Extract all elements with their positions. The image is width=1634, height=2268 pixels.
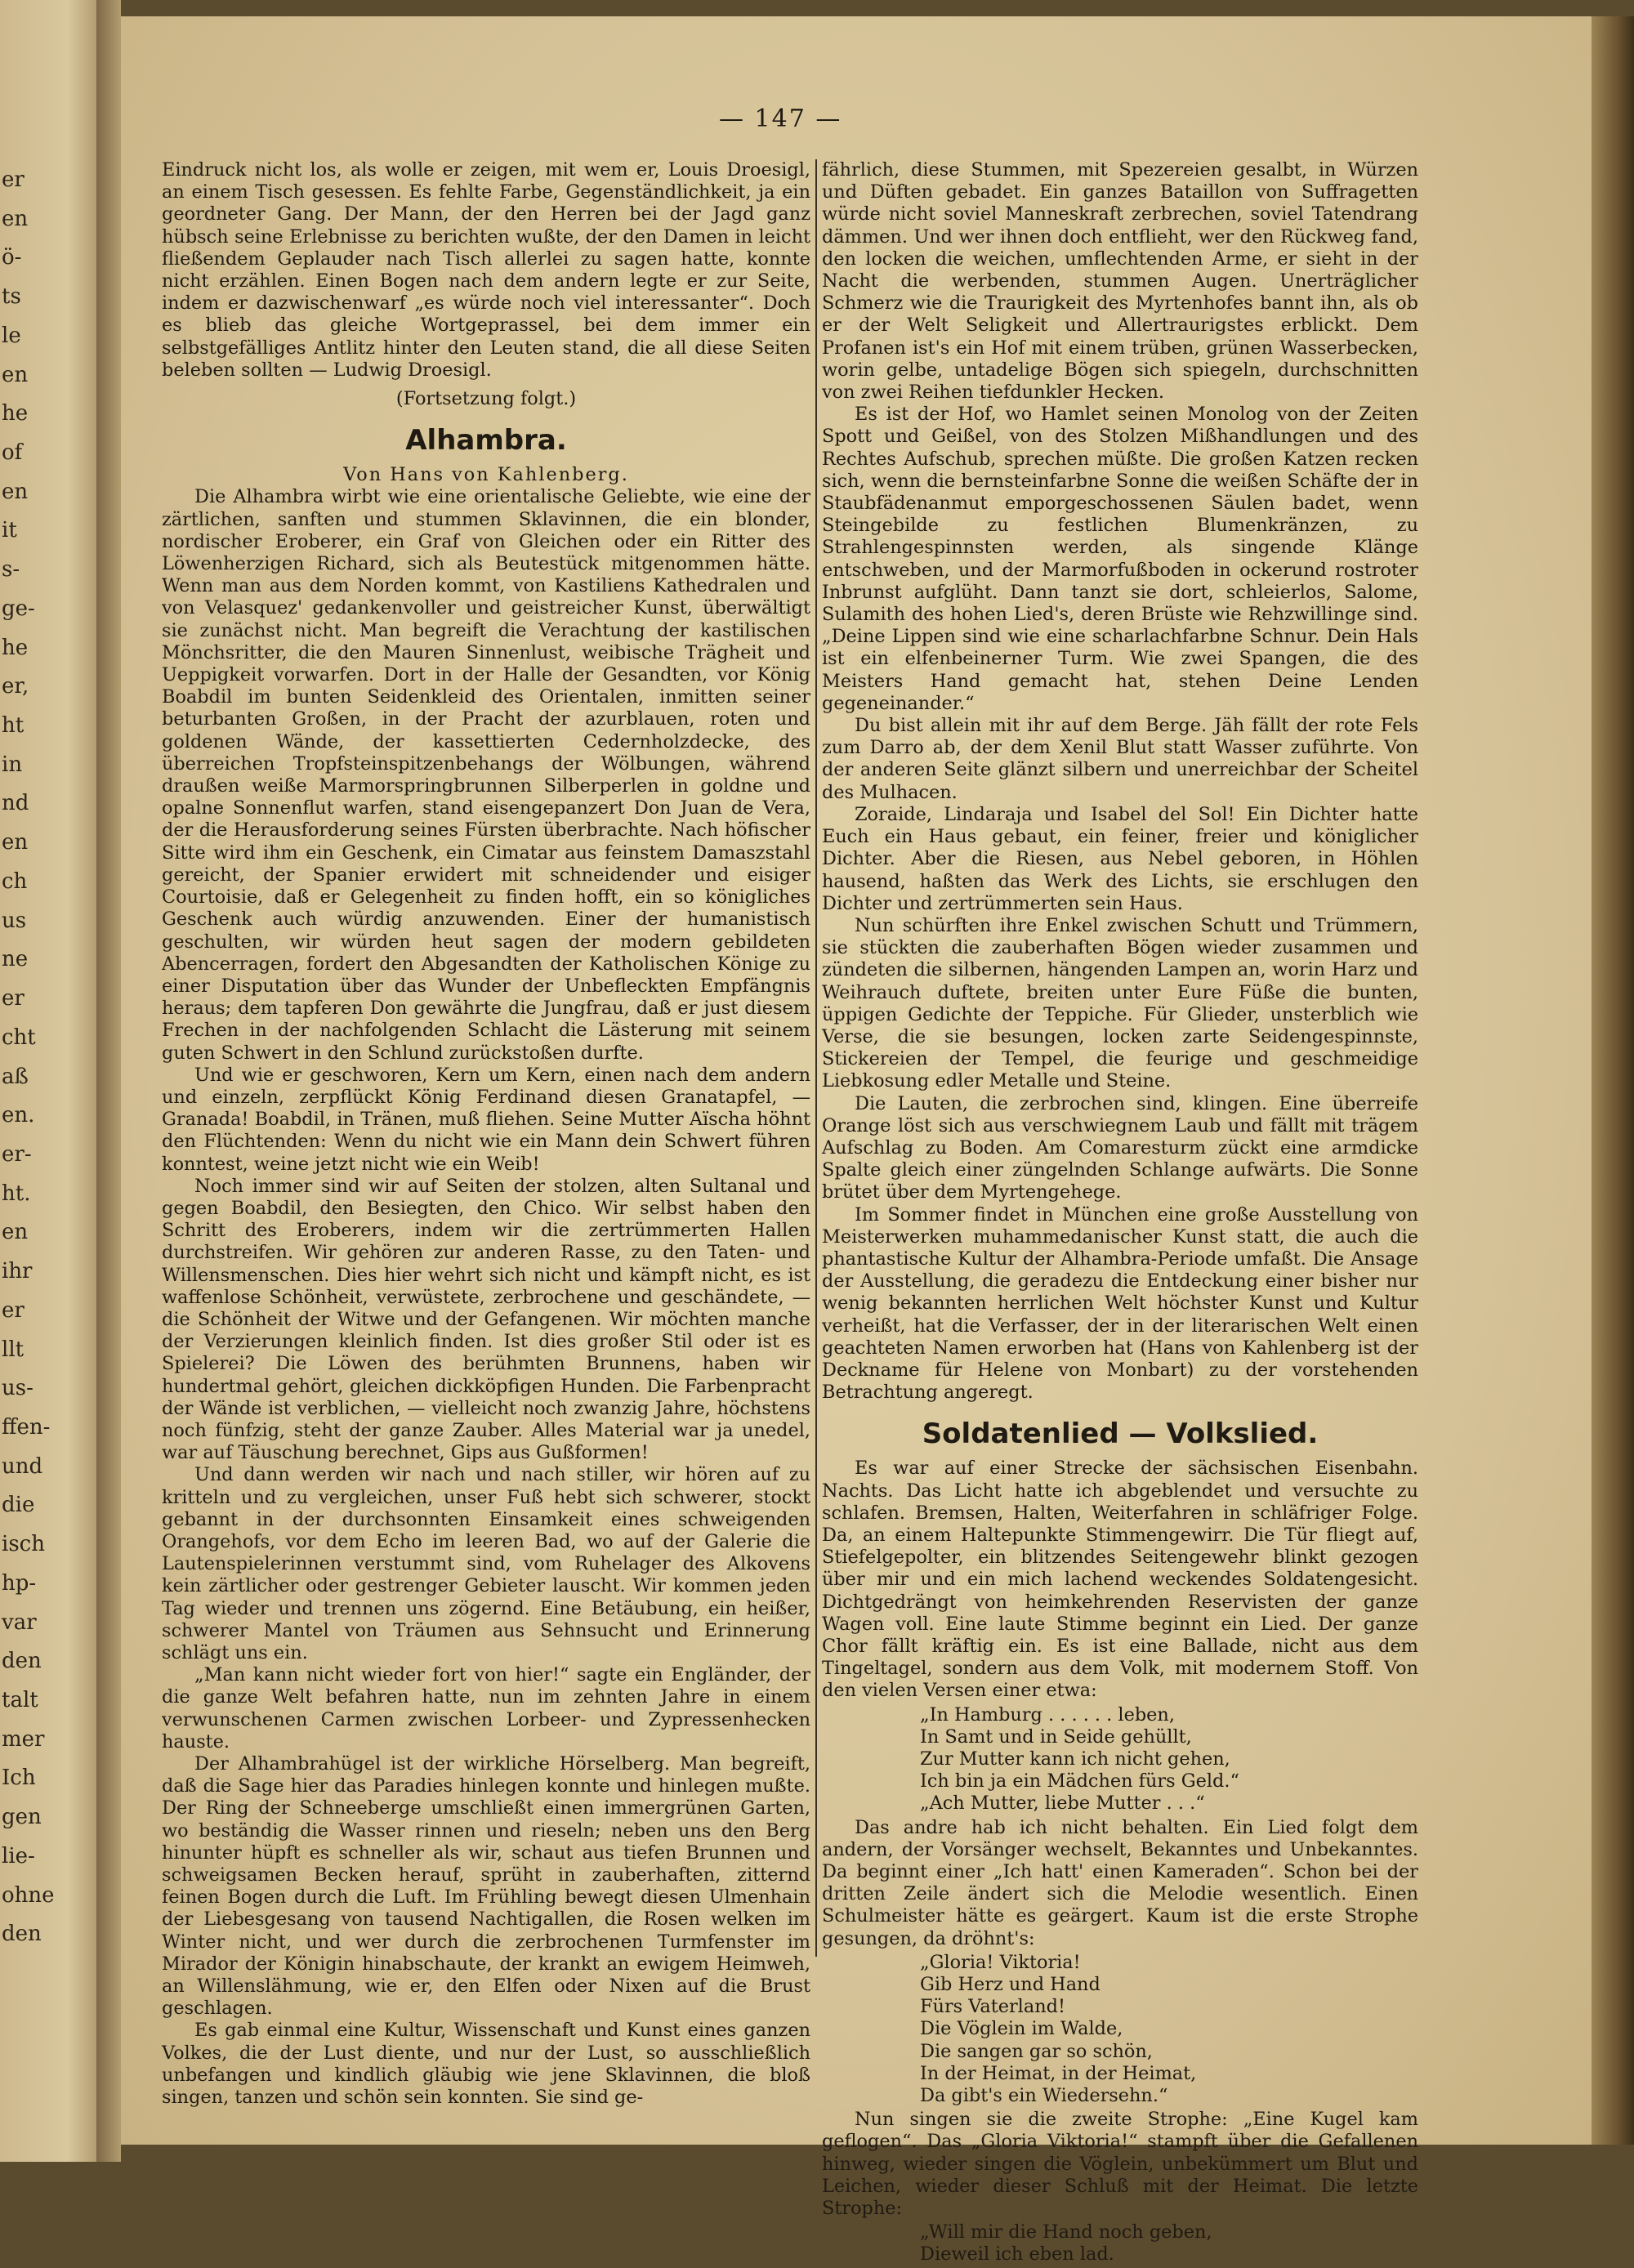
verse-line: „Will mir die Hand noch geben, (920, 2221, 1212, 2243)
facing-page-fragment: die (2, 1493, 35, 1517)
facing-page-edge (0, 0, 96, 2162)
verse-block (920, 1952, 1418, 2107)
verse-block (920, 2221, 1418, 2266)
verse-line: Gib Herz und Hand (920, 1974, 1100, 1996)
article-byline: Von Hans von Kahlenberg. (343, 464, 629, 486)
verse-line: Da gibt's ein Wiedersehn.“ (920, 2085, 1168, 2107)
facing-page-fragment: mer (2, 1727, 45, 1752)
facing-page-fragment: en (2, 830, 29, 855)
paragraph: Der Alhambrahügel ist der wirkliche Hörselberg. Man begreift, daß die Sage hier das Paradies hinlegen konnte und hinlegen mußte. Der Ring der Schneeberge umschließt einen immergrünen Garten, wo beständig die Wasser rinnen und rieseln; neben uns den Berg hinunter hüpft es schneller als wir, schaut aus tiefen Brunnen und schweigsamen Becken herauf, sprüht in zauberhaften, zitternd feinen Bogen durch die Luft. Im Frühling bewegt diesen Ulmenhain der Liebesgesang von tausend Nachtigallen, die Rosen welken im Winter nicht, und wer durch die zerbrochenen Turmfenster im Mirador der Königin hinabschaute, der krankt an ewigem Heimweh, an Willenslähmung, wie er, den Elfen oder Nixen auf die Brust geschlagen. (162, 1753, 810, 2020)
facing-page-fragment: ts (2, 284, 21, 309)
facing-page-fragment: ohne (2, 1883, 55, 1908)
verse-line: „Gloria! Viktoria! (920, 1951, 1081, 1973)
verse-line: Ich bin ja ein Mädchen fürs Geld.“ (920, 1770, 1239, 1793)
facing-page-fragment: er (2, 167, 25, 192)
paragraph: Im Sommer findet in München eine große Ausstellung von Meisterwerken muhammedanischer Kunst statt, die auch die phantastische Kultur der Alhambra-Periode umfaßt. Die Ansage der Ausstellung, die geradezu die Entdeckung einer bisher nur wenig bekannten herrlichen Welt höchster Kunst und Kultur verheißt, hat die Verfasser, der in der literarischen Welt einen geachteten Namen erworben hat (Hans von Kahlenberg ist der Deckname für Helene von Monbart) zu der vorstehenden Betrachtung angeregt. (822, 1203, 1418, 1404)
facing-page-fragment: er- (2, 1142, 32, 1167)
facing-page-fragment: talt (2, 1688, 38, 1712)
paragraph: Zoraide, Lindaraja und Isabel del Sol! Ein Dichter hatte Euch ein Haus gebaut, ein feiner, freier und königlicher Dichter. Aber die Riesen, aus Nebel geboren, in Höhlen hausend, haßten das Werk des Lichts, sie erschlugen den Dichter und zertrümmerten sein Haus. (822, 803, 1418, 914)
facing-page-fragment: he (2, 636, 29, 660)
article-title-alhambra: Alhambra. (405, 424, 567, 458)
facing-page-fragment: var (2, 1610, 37, 1635)
facing-page-fragment: ht (2, 713, 25, 738)
paragraph: „Man kann nicht wieder fort von hier!“ sagte ein Engländer, der die ganze Welt befahren hatte, nun im zehnten Jahre in einem verwunschenen Carmen zwischen Lorbeer- und Zypressenhecken hauste. (162, 1664, 810, 1752)
paragraph: Es gab einmal eine Kultur, Wissenschaft und Kunst eines ganzen Volkes, die der Lust diente, und nur der Lust, so ausschließlich unbefangen und kindlich gläubig wie jene Sklavinnen, die bloß singen, tanzen und schön sein konnten. Sie sind ge- (162, 2020, 810, 2109)
verse-line: Fürs Vaterland! (920, 1996, 1065, 2018)
facing-page-fragment: le (2, 324, 21, 348)
facing-page-fragment: us (2, 909, 27, 933)
paragraph: Nun singen sie die zweite Strophe: „Eine Kugel kam geflogen“. Das „Gloria Viktoria!“ stampft über die Gefallenen hinweg, wieder singen die Vöglein, unbekümmert um Blut und Leichen, wieder dieser Schluß mit der Heimat. Die letzte Strophe: (822, 2109, 1418, 2220)
verse-line: „In Hamburg . . . . . . leben, (920, 1703, 1175, 1726)
facing-page-fragment: en (2, 1220, 29, 1244)
facing-page-fragment: in (2, 752, 23, 777)
facing-page-fragment: den (2, 1649, 42, 1673)
facing-page-fragment: ö- (2, 245, 22, 270)
facing-page-fragment: gen (2, 1805, 42, 1829)
facing-page-fragment: lie- (2, 1844, 35, 1868)
verse-line: In der Heimat, in der Heimat, (920, 2062, 1197, 2084)
facing-page-fragment: en (2, 207, 29, 231)
article-title-soldatenlied: Soldatenlied — Volkslied. (922, 1418, 1319, 1451)
paragraph: fährlich, diese Stummen, mit Spezereien gesalbt, in Würzen und Düften gebadet. Ein ganzes Bataillon von Suffragetten würde nicht soviel Manneskraft zerbrechen, soviel Tatendrang dämmen. Und wer ihnen doch entflieht, wer den Rückweg fand, den locken die weichen, umflechtenden Arme, er sieht in der Nacht die werbenden, stummen Augen. Unerträglicher Schmerz wie die Traurigkeit des Myrtenhofes bannt ihn, als ob er der Welt Seligkeit und Allertraurigstes erblickt. Dem Profanen ist's ein Hof mit einem trüben, grünen Wasserbecken, worin gelbe, untadelige Bögen sich spiegeln, durchschnitten von zwei Reihen tiefdunkler Hecken. (822, 159, 1418, 404)
facing-page-fragment: he (2, 401, 29, 426)
facing-page-fragment: isch (2, 1532, 45, 1556)
verse-line: In Samt und in Seide gehüllt, (920, 1726, 1192, 1748)
left-column (162, 159, 810, 2109)
facing-page-fragment: ihr (2, 1259, 33, 1284)
facing-page-fragment: er (2, 1298, 25, 1323)
facing-page-fragment: of (2, 440, 23, 465)
paragraph: Die Alhambra wirbt wie eine orientalische Geliebte, wie eine der zärtlichen, sanften und stummen Sklavinnen, die ein blonder, nordischer Eroberer, ein Graf von Gleichen oder ein Ritter des Löwenherzigen Richard, sich als Beutestück mitgenommen hätte. Wenn man aus dem Norden kommt, von Kastiliens Kathedralen und von Velasquez' gedankenvoller und geistreicher Kunst, überwältigt sie zunächst nicht. Man begreift die Verachtung der kastilischen Mönchsritter, die den Mauren Sinnenlust, weibische Trägheit und Ueppigkeit vorwarfen. Dort in der Halle der Gesandten, vor König Boabdil im bunten Seidenkleid des Orientalen, inmitten seiner beturbanten Großen, in der Pracht der azurblauen, roten und goldenen Wände, der kassettierten Cedernholzdecke, des überreichen Tropfsteinspitzenbehangs der Wölbungen, während draußen weiße Marmorspringbrunnen Silberperlen in goldne und opalne Sonnenflut warfen, stand eisengepanzert Don Juan de Vera, der die Herausforderung seines Fürsten überbrachte. Nach höfischer Sitte wird ihm ein Geschenk, ein Cimatar aus feinstem Damaszstahl gereicht, der Spanier erwidert mit schneidender und eisiger Courtoisie, daß er Gelegenheit zu finden hofft, ein so königliches Geschenk auch würdig anzuwenden. Einer der humanistisch geschulten, wir würden heut sagen der modern gebildeten Abencerragen, fordert den Abgesandten der Katholischen Könige zu einer Disputation über das Wunder der Unbefleckten Empfängnis heraus; dem tapferen Don gewährte die Jungfrau, daß er just diesem Frechen in der nachfolgenden Schlacht die Lästerung mit seinem guten Schwert in den Schlund zurückstoßen durfte. (162, 486, 810, 1064)
facing-page-fragment: ge- (2, 596, 35, 621)
facing-page-fragment: s- (2, 557, 20, 582)
facing-page-fragment: llt (2, 1337, 25, 1362)
verse-line: „Ach Mutter, liebe Mutter . . .“ (920, 1793, 1205, 1815)
facing-page-fragment: ht. (2, 1181, 31, 1206)
paragraph: Noch immer sind wir auf Seiten der stolzen, alten Sultanal und gegen Boabdil, den Besiegten, den Chico. Wir selbst haben den Schritt des Eroberers, indem wir die zertrümmerten Hallen durchstreifen. Wir gehören zur anderen Rasse, zu den Taten- und Willensmenschen. Dies hier wehrt sich nicht und kämpft nicht, es ist waffenlose Schönheit, verwüstete, zerbrochene und geschändete, — die Schönheit der Witwe und der Gefangenen. Wir möchten manche der Verzierungen kleinlich finden. Ist dies großer Stil oder ist es Spielerei? Die Löwen des berühmten Brunnens, haben wir hundertmal gehört, gleichen dickköpfigen Hunden. Die Farbenpracht der Wände ist verblichen, — vielleicht noch zwanzig Jahre, höchstens noch fünfzig, steht der ganze Zauber. Alles Material war ja unedel, war auf Täuschung berechnet, Gips aus Gußformen! (162, 1175, 810, 1464)
book-gutter (96, 0, 121, 2162)
paragraph: Es war auf einer Strecke der sächsischen Eisenbahn. Nachts. Das Licht hatte ich abgeblendet und versuchte zu schlafen. Bremsen, Halten, Weiterfahren in schläfriger Folge. Da, an einem Haltepunkte Stimmengewirr. Die Tür fliegt auf, Stiefelgepolter, ein blitzendes Seitengewehr blinkt gezogen über mir und ein mich lachend weckendes Soldatengesicht. Dichtgedrängt von heimkehrenden Reservisten der ganze Wagen voll. Eine laute Stimme beginnt ein Lied. Der ganze Chor fällt kräftig ein. Es ist eine Ballade, nicht aus dem Tingeltagel, sondern aus dem Volk, mit modernem Stoff. Von den vielen Versen einer etwa: (822, 1458, 1418, 1702)
facing-page-fragment: ffen- (2, 1415, 51, 1440)
facing-page-fragment: en (2, 363, 29, 387)
facing-page-fragment: us- (2, 1376, 33, 1400)
verse-line: Die sangen gar so schön, (920, 2040, 1153, 2062)
facing-page-fragment: Ich (2, 1766, 36, 1790)
facing-page-fragment: er (2, 986, 25, 1011)
paragraph: Und dann werden wir nach und nach stiller, wir hören auf zu kritteln und zu vergleichen, unser Fuß hebt sich schwerer, stockt gebannt in der durchsonnten Einsamkeit eines schweigenden Orangehofs, vor dem Echo im leeren Bad, wo auf der Galerie die Lautenspielerinnen verstummt sind, vom Ruhelager des Alkovens kein zärtlicher oder gestrenger Gebieter lauscht. Wir kommen jeden Tag wieder und trennen uns zögernd. Eine Betäubung, ein heißer, schwerer Mantel von Träumen aus Sehnsucht und Erinnerung schlägt uns ein. (162, 1464, 810, 1663)
verse-line: Dieweil ich eben lad. (920, 2243, 1114, 2266)
paragraph: Es ist der Hof, wo Hamlet seinen Monolog von der Zeiten Spott und Geißel, von des Stolzen Mißhandlungen und des Rechtes Aufschub, sprechen müßte. Die großen Katzen recken sich, wenn die bernsteinfarbne Sonne die weißen Schäfte der in Staubfädenanmut emporgeschossenen Säulen badet, wenn Steingebilde zu festlichen Blumenkränzen, zu Strahlengespinnsten werden, als singende Klänge entschweben, und der Marmorfußboden in ockerund rostroter Inbrunst aufglüht. Dann tanzt sie dort, schleierlos, Salome, Sulamith des hohen Lied's, deren Brüste wie Rehzwillinge sind. „Deine Lippen sind wie eine scharlachfarbne Schnur. Dein Hals ist ein elfenbeinerner Turm. Wie zwei Spangen, die des Meisters Hand gemacht hat, stehen Deine Lenden gegeneinander.“ (822, 404, 1418, 714)
facing-page-fragment: cht (2, 1025, 36, 1050)
column-divider (815, 159, 817, 1957)
facing-page-fragment: ch (2, 869, 28, 894)
paragraph: Und wie er geschworen, Kern um Kern, einen nach dem andern und einzeln, zerpflückt König Ferdinand diesen Granatapfel, — Granada! Boabdil, in Tränen, muß fliehen. Seine Mutter Aïscha höhnt den Flüchtenden: Wenn du nicht wie ein Mann dein Schwert führen konntest, weine jetzt nicht wie ein Weib! (162, 1064, 810, 1175)
paragraph: Du bist allein mit ihr auf dem Berge. Jäh fällt der rote Fels zum Darro ab, der dem Xenil Blut statt Wasser zuführte. Von der anderen Seite glänzt silbern und unerreichbar der Scheitel des Mulhacen. (822, 715, 1418, 803)
facing-page-fragment: er, (2, 674, 29, 699)
page-edge-shadow (1592, 16, 1634, 2145)
right-column (822, 159, 1418, 2268)
facing-page-fragment: den (2, 1922, 42, 1946)
facing-page-fragment: en. (2, 1103, 35, 1127)
intro-paragraph: Eindruck nicht los, als wolle er zeigen, mit wem er, Louis Droesigl, an einem Tisch gesessen. Es fehlte Farbe, Gegenständlichkeit, ja ein geordneter Gang. Der Mann, der den Herren bei der Jagd ganz hübsch seine Erlebnisse zu berichten wußte, der den Damen in leicht fließendem Geplauder nach Tisch allerlei zu sagen hatte, konnte nicht erzählen. Einen Bogen nach dem andern legte er zur Seite, indem er dazwischenwarf „es würde noch viel interessanter“. Doch es blieb das gleiche Wortgeprassel, bei dem immer ein selbstgefälliges Antlitz hinter den Leuten stand, die all diese Seiten beleben sollten — Ludwig Droesigl. (162, 159, 810, 381)
facing-page-fragment: und (2, 1454, 43, 1479)
page-number: — 147 — (719, 105, 842, 133)
facing-page-fragment: ne (2, 947, 29, 971)
verse-line: Zur Mutter kann ich nicht gehen, (920, 1748, 1230, 1770)
verse-block (920, 1704, 1418, 1815)
facing-page-fragment: en (2, 480, 29, 504)
facing-page-fragment: nd (2, 791, 29, 815)
paragraph: Die Lauten, die zerbrochen sind, klingen. Eine überreife Orange löst sich aus verschwiegnem Laub und fällt mit trägem Aufschlag zu Boden. Am Comaresturm zückt eine armdicke Spalte gleich einer züngelnden Schlange aufwärts. Die Sonne brütet über dem Myrtengehege. (822, 1092, 1418, 1203)
paragraph: Nun schürften ihre Enkel zwischen Schutt und Trümmern, sie stückten die zauberhaften Bögen wieder zusammen und zündeten die silbernen, hängenden Lampen an, worin Harz und Weihrauch duftete, breiten unter Eure Füße die bunten, üppigen Gedichte der Teppiche. Für Glieder, unsterblich wie Verse, die sie besungen, locken zarte Seidengespinnste, Stickereien der Tempel, die feurige und geschmeidige Liebkosung edler Metalle und Steine. (822, 914, 1418, 1092)
paragraph: Das andre hab ich nicht behalten. Ein Lied folgt dem andern, der Vorsänger wechselt, Bekanntes und Unbekanntes. Da beginnt einer „Ich hatt' einen Kameraden“. Schon bei der dritten Zeile ändert sich die Melodie wesentlich. Einen Schulmeister hätte es geärgert. Kaum ist die erste Strophe gesungen, da dröhnt's: (822, 1816, 1418, 1949)
verse-line: Die Vöglein im Walde, (920, 2018, 1123, 2040)
facing-page-fragment: hp- (2, 1571, 37, 1596)
facing-page-fragment: aß (2, 1065, 29, 1089)
facing-page-fragment: it (2, 518, 17, 542)
continuation-note: (Fortsetzung folgt.) (395, 388, 577, 410)
